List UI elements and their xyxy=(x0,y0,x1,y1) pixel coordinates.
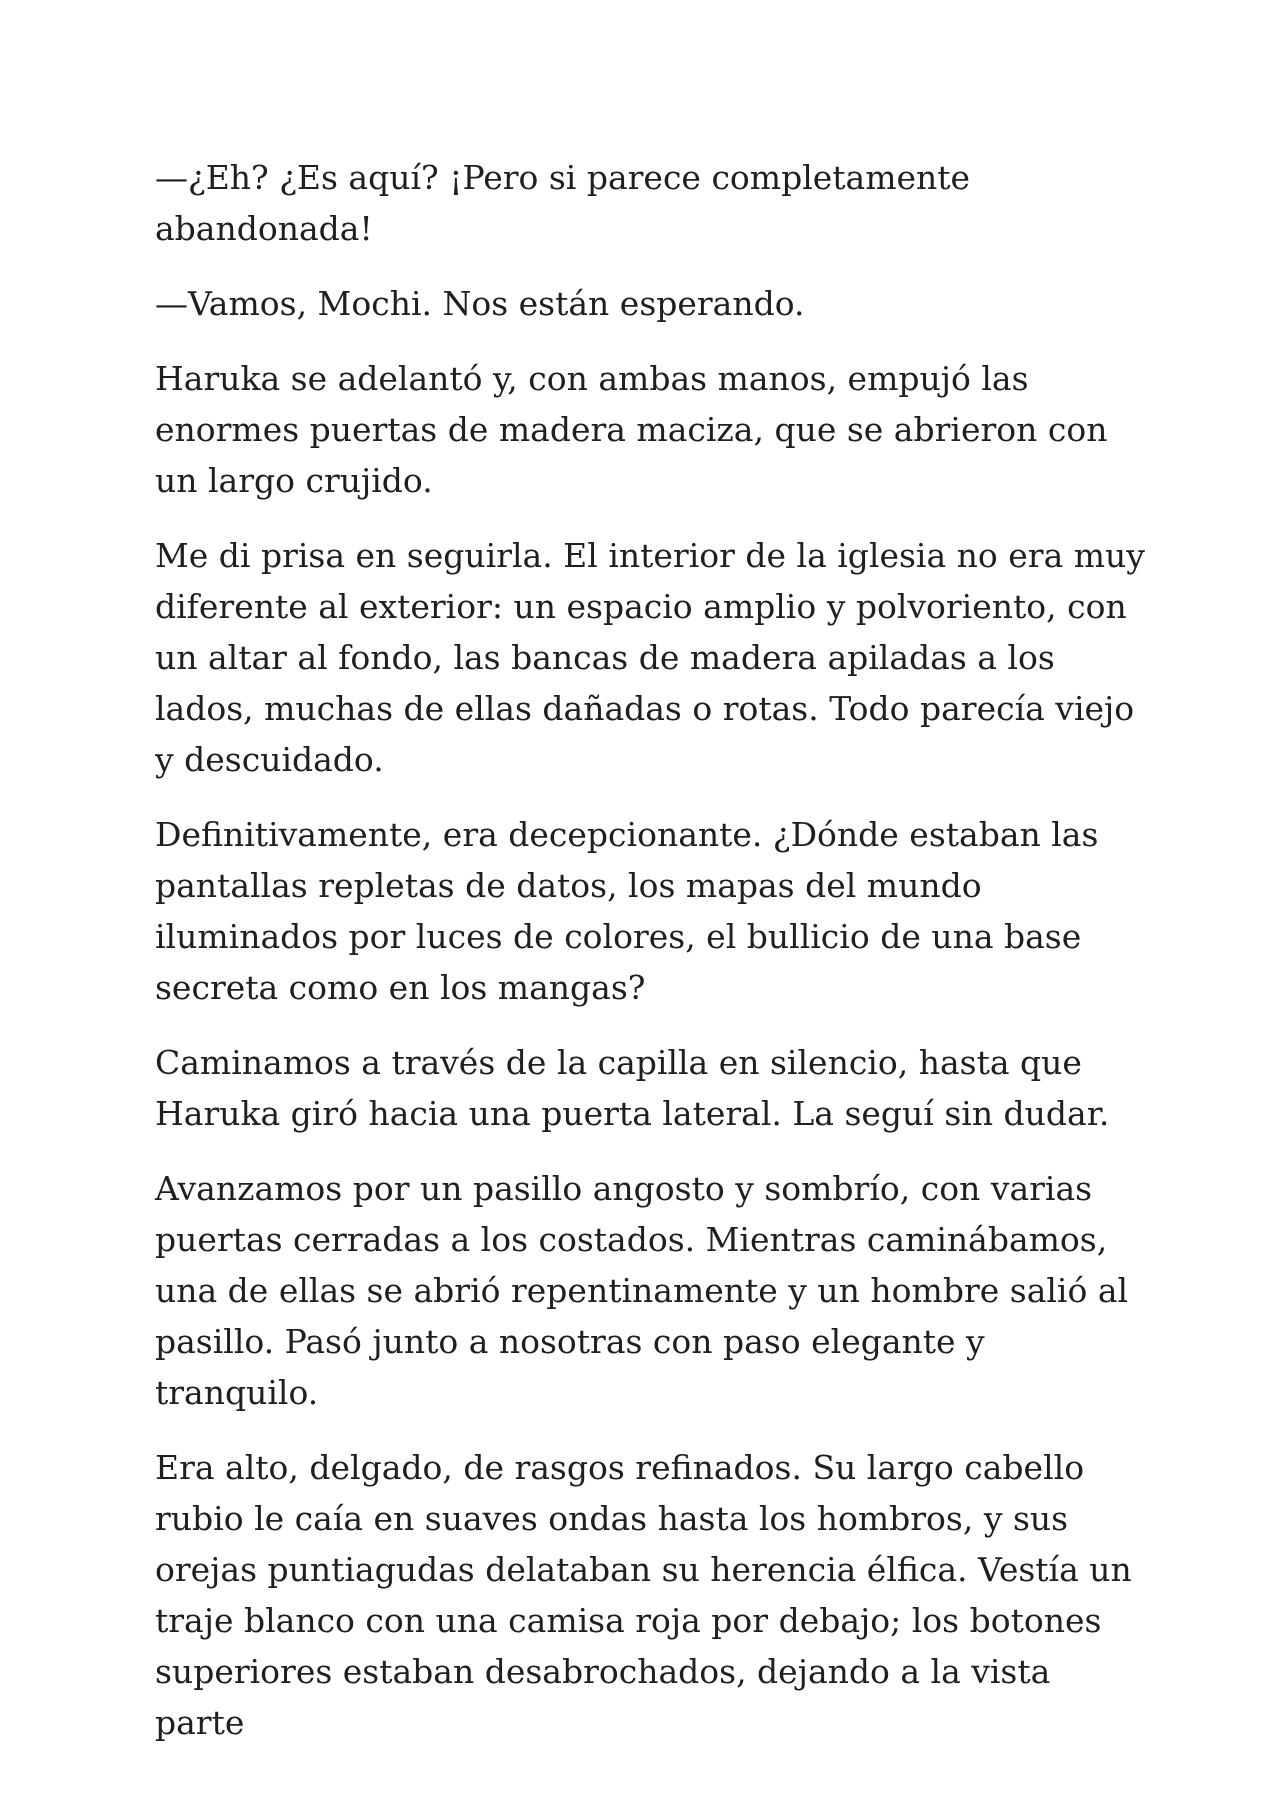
paragraph-7: Avanzamos por un pasillo angosto y sombrío, con varias puertas cerradas a los costados. Mientras caminábamos, una de ellas se abrió repentinamente y un hombre salió al pasillo. Pasó junto a nosotras con paso elegante y tranquilo. xyxy=(155,1169,1129,1412)
paragraph-6: Caminamos a través de la capilla en silencio, hasta que Haruka giró hacia una puerta lateral. La seguí sin dudar. xyxy=(155,1043,1110,1133)
paragraph-2: —Vamos, Mochi. Nos están esperando. xyxy=(155,284,805,323)
document-page xyxy=(155,152,1145,1772)
paragraph-4: Me di prisa en seguirla. El interior de la iglesia no era muy diferente al exterior: un espacio amplio y polvoriento, con un altar al fondo, las bancas de madera apiladas a los lados, muchas de ellas dañadas o rotas. Todo parecía viejo y descuidado. xyxy=(155,536,1145,779)
paragraph-5: Definitivamente, era decepcionante. ¿Dónde estaban las pantallas repletas de datos, los mapas del mundo iluminados por luces de colores, el bullicio de una base secreta como en los mangas? xyxy=(155,815,1099,1007)
paragraph-1: —¿Eh? ¿Es aquí? ¡Pero si parece completamente abandonada! xyxy=(155,158,971,248)
paragraph-3: Haruka se adelantó y, con ambas manos, empujó las enormes puertas de madera maciza, que se abrieron con un largo crujido. xyxy=(155,359,1108,500)
paragraph-8: Era alto, delgado, de rasgos refinados. Su largo cabello rubio le caía en suaves ondas hasta los hombros, y sus orejas puntiagudas delataban su herencia élfica. Vestía un traje blanco con una camisa roja por debajo; los botones superiores estaban desabrochados, dejando a la vista parte xyxy=(155,1448,1132,1742)
